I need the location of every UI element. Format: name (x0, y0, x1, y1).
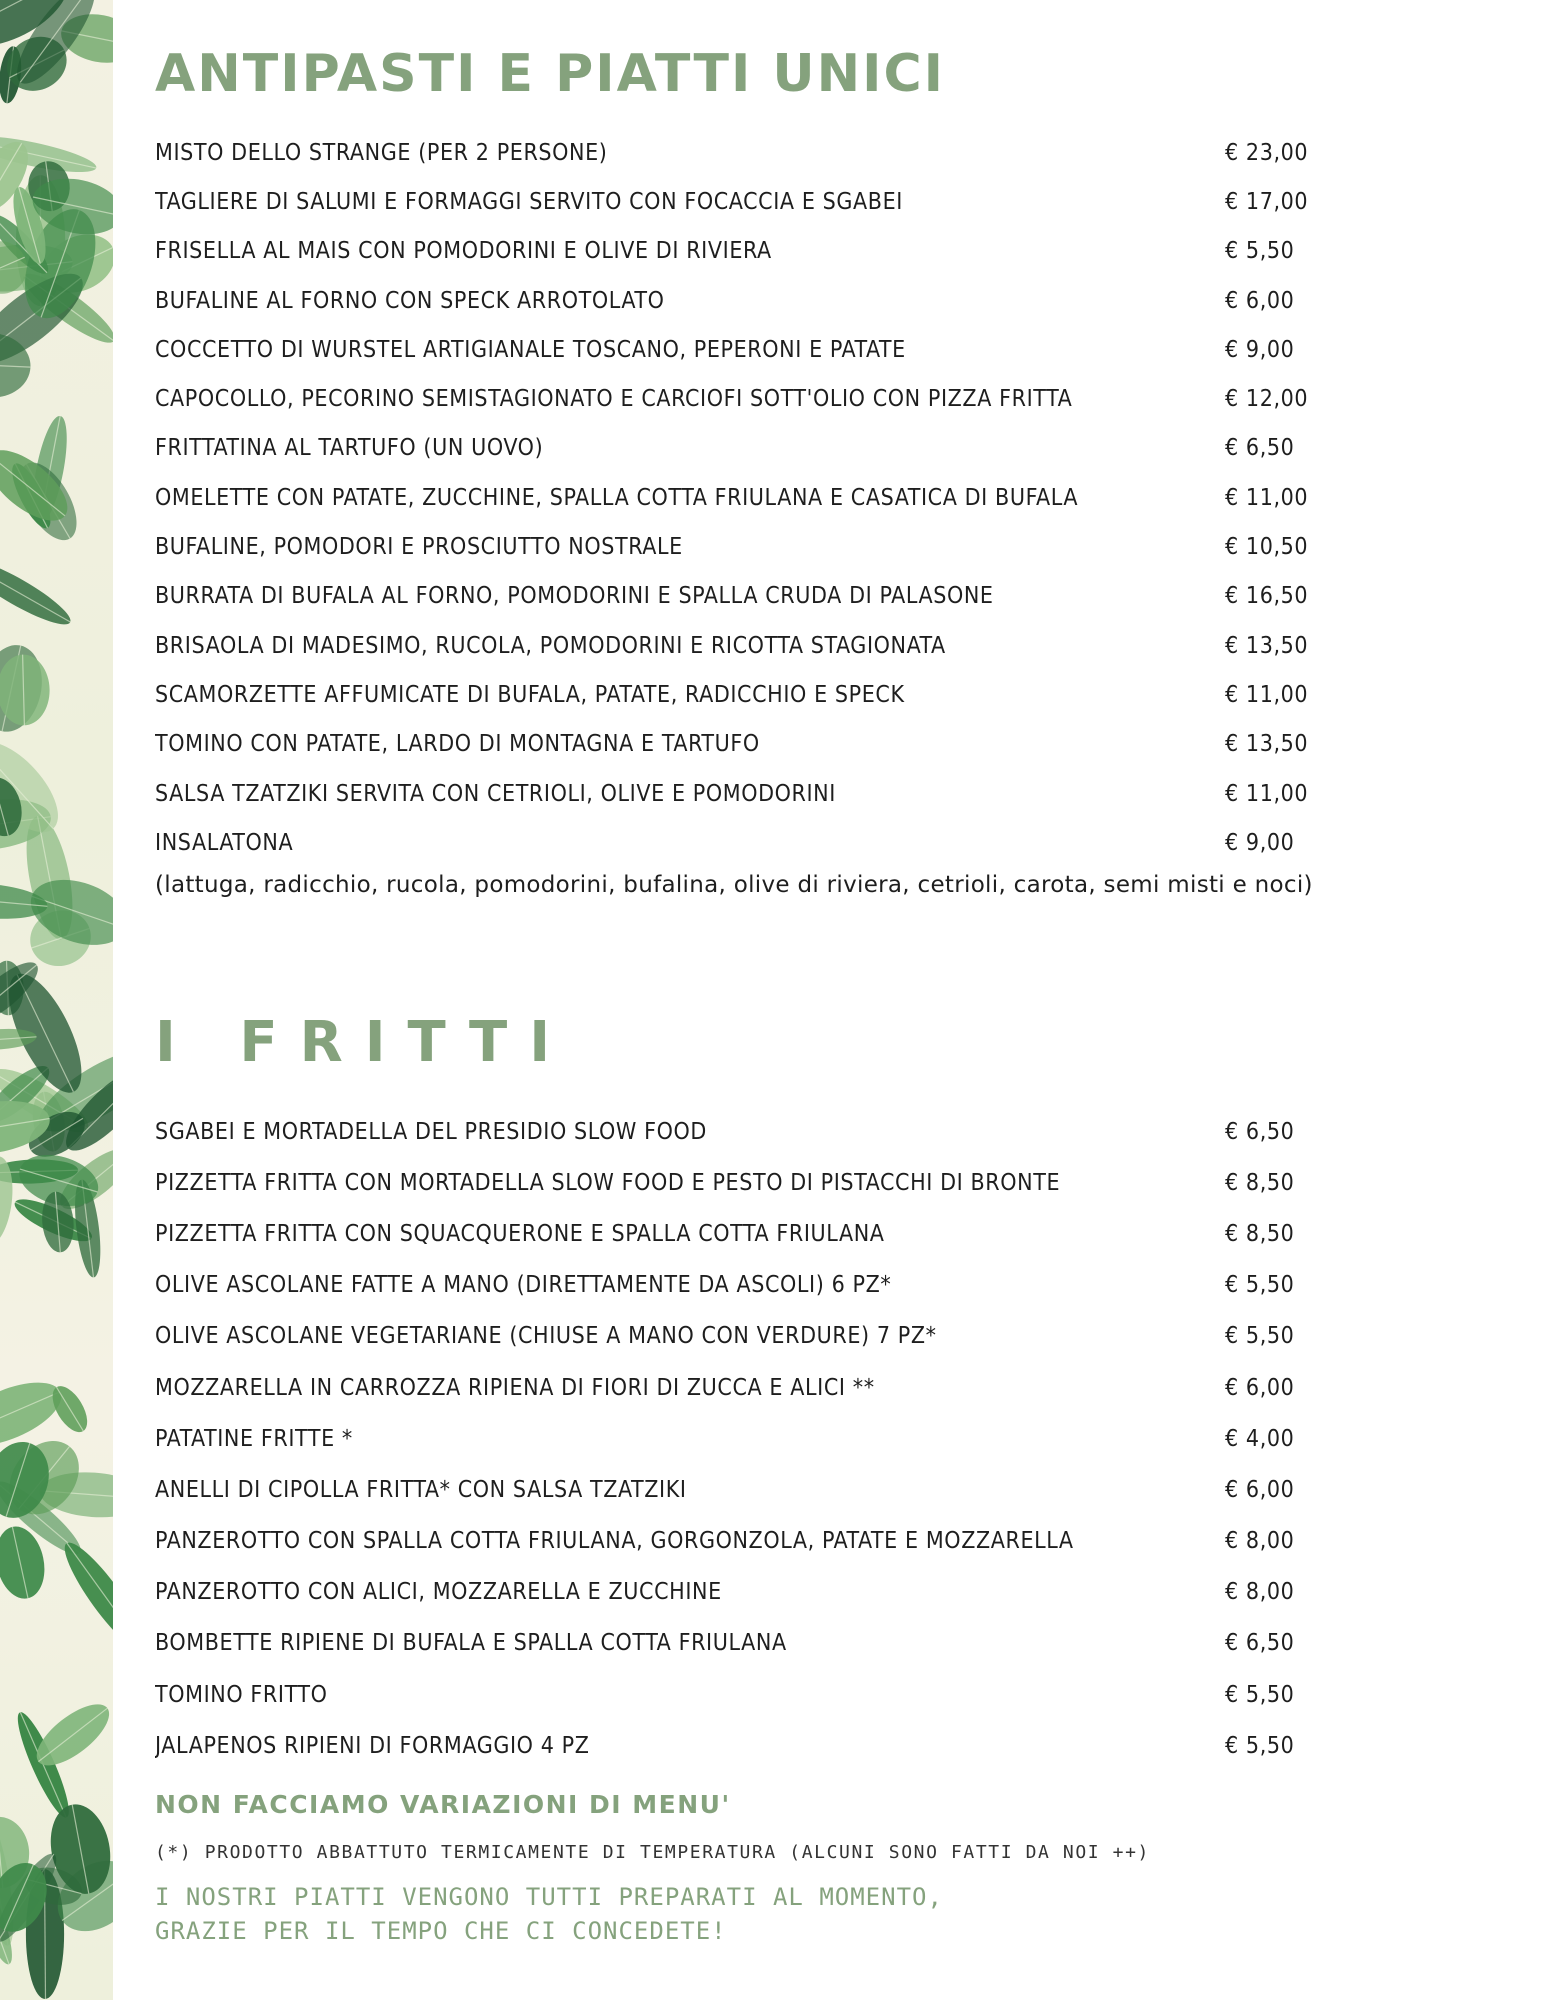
insalatona-ingredients-note: (lattuga, radicchio, rucola, pomodorini, bufalina, olive di riviera, cetrioli, carota, semi misti e noci) (155, 872, 1313, 898)
menu-item (155, 1464, 1335, 1515)
menu-item-price: € 11,00 (1225, 681, 1309, 708)
thank-you-line-2: GRAZIE PER IL TEMPO CHE CI CONCEDETE! (155, 1917, 727, 1945)
menu-item-price: € 6,00 (1225, 1476, 1295, 1503)
menu-item-name: PANZEROTTO CON SPALLA COTTA FRIULANA, GORGONZOLA, PATATE E MOZZARELLA (155, 1528, 1074, 1555)
menu-item-name: BUFALINE AL FORNO CON SPECK ARROTOLATO (155, 287, 665, 314)
menu-item (155, 1669, 1335, 1720)
menu-item-price: € 9,00 (1225, 336, 1295, 363)
menu-item-price: € 11,00 (1225, 484, 1309, 511)
menu-item-name: OMELETTE CON PATATE, ZUCCHINE, SPALLA COTTA FRIULANA E CASATICA DI BUFALA (155, 484, 1079, 511)
menu-item-price: € 4,00 (1225, 1425, 1295, 1452)
menu-item-name: ANELLI DI CIPOLLA FRITTA* CON SALSA TZATZIKI (155, 1476, 687, 1503)
menu-item (155, 1516, 1335, 1567)
menu-item-name: TOMINO CON PATATE, LARDO DI MONTAGNA E TARTUFO (155, 731, 760, 758)
menu-item (155, 1311, 1335, 1362)
menu-item-price: € 8,50 (1225, 1220, 1295, 1247)
menu-item-name: PANZEROTTO CON ALICI, MOZZARELLA E ZUCCHINE (155, 1579, 722, 1606)
menu-item-name: TOMINO FRITTO (155, 1681, 328, 1708)
menu-item-price: € 5,50 (1225, 1272, 1295, 1299)
menu-item-price: € 9,00 (1225, 829, 1295, 856)
menu-item-name: SGABEI E MORTADELLA DEL PRESIDIO SLOW FOOD (155, 1118, 707, 1145)
menu-item (155, 1362, 1335, 1413)
menu-item (155, 1106, 1335, 1157)
menu-item (155, 473, 1335, 522)
menu-item-price: € 5,50 (1225, 1681, 1295, 1708)
menu-item-price: € 6,50 (1225, 1630, 1295, 1657)
menu-item-price: € 5,50 (1225, 1323, 1295, 1350)
menu-item-name: COCCETTO DI WURSTEL ARTIGIANALE TOSCANO, PEPERONI E PATATE (155, 336, 906, 363)
menu-item-price: € 8,00 (1225, 1528, 1295, 1555)
menu-item-price: € 8,00 (1225, 1579, 1295, 1606)
menu-page (155, 0, 1335, 2000)
menu-item (155, 1413, 1335, 1464)
menu-item-price: € 6,50 (1225, 435, 1295, 462)
menu-item (155, 1567, 1335, 1618)
menu-item-name: SCAMORZETTE AFFUMICATE DI BUFALA, PATATE, RADICCHIO E SPECK (155, 681, 905, 708)
menu-item-name: SALSA TZATZIKI SERVITA CON CETRIOLI, OLIVE E POMODORINI (155, 780, 836, 807)
menu-item-name: INSALATONA (155, 829, 294, 856)
menu-item (155, 769, 1335, 818)
section-title-antipasti: ANTIPASTI E PIATTI UNICI (155, 44, 946, 104)
menu-item-price: € 8,50 (1225, 1169, 1295, 1196)
antipasti-list (155, 128, 1335, 867)
menu-item (155, 1618, 1335, 1669)
frozen-product-footnote: (*) PRODOTTO ABBATTUTO TERMICAMENTE DI TEMPERATURA (ALCUNI SONO FATTI DA NOI ++) (155, 1842, 1150, 1863)
menu-item (155, 670, 1335, 719)
menu-item (155, 522, 1335, 571)
thank-you-message (155, 1880, 943, 1948)
menu-item-name: PATATINE FRITTE * (155, 1425, 353, 1452)
menu-item-name: BURRATA DI BUFALA AL FORNO, POMODORINI E SPALLA CRUDA DI PALASONE (155, 583, 994, 610)
menu-item-name: BUFALINE, POMODORI E PROSCIUTTO NOSTRALE (155, 534, 683, 561)
menu-item (155, 276, 1335, 325)
menu-item-price: € 5,50 (1225, 238, 1295, 265)
menu-item-price: € 6,00 (1225, 1374, 1295, 1401)
menu-item-name: CAPOCOLLO, PECORINO SEMISTAGIONATO E CARCIOFI SOTT'OLIO CON PIZZA FRITTA (155, 386, 1073, 413)
menu-item-price: € 5,50 (1225, 1732, 1295, 1759)
fritti-list (155, 1106, 1335, 1771)
menu-item-name: FRITTATINA AL TARTUFO (UN UOVO) (155, 435, 544, 462)
menu-item-name: JALAPENOS RIPIENI DI FORMAGGIO 4 PZ (155, 1732, 590, 1759)
menu-item (155, 128, 1335, 177)
menu-item (155, 1260, 1335, 1311)
menu-item (155, 720, 1335, 769)
menu-item (155, 1157, 1335, 1208)
menu-item-price: € 6,50 (1225, 1118, 1295, 1145)
menu-item (155, 325, 1335, 374)
menu-item-name: OLIVE ASCOLANE FATTE A MANO (DIRETTAMENTE DA ASCOLI) 6 PZ* (155, 1272, 892, 1299)
menu-item (155, 1720, 1335, 1771)
menu-item-name: TAGLIERE DI SALUMI E FORMAGGI SERVITO CON FOCACCIA E SGABEI (155, 188, 903, 215)
menu-item-name: MISTO DELLO STRANGE (PER 2 PERSONE) (155, 139, 608, 166)
menu-item-price: € 23,00 (1225, 139, 1309, 166)
menu-item-price: € 6,00 (1225, 287, 1295, 314)
menu-item-name: FRISELLA AL MAIS CON POMODORINI E OLIVE DI RIVIERA (155, 238, 772, 265)
menu-item (155, 424, 1335, 473)
menu-item-name: MOZZARELLA IN CARROZZA RIPIENA DI FIORI DI ZUCCA E ALICI ** (155, 1374, 875, 1401)
menu-item (155, 621, 1335, 670)
thank-you-line-1: I NOSTRI PIATTI VENGONO TUTTI PREPARATI AL MOMENTO, (155, 1883, 943, 1911)
menu-item-name: BRISAOLA DI MADESIMO, RUCOLA, POMODORINI E RICOTTA STAGIONATA (155, 632, 946, 659)
leaf-pattern-icon (0, 0, 113, 2000)
menu-item (155, 572, 1335, 621)
tropical-leaves-decoration (0, 0, 113, 2000)
section-title-fritti: I FRITTI (155, 1010, 573, 1075)
menu-item-name: PIZZETTA FRITTA CON MORTADELLA SLOW FOOD E PESTO DI PISTACCHI DI BRONTE (155, 1169, 1061, 1196)
menu-item-price: € 17,00 (1225, 188, 1309, 215)
menu-item-price: € 13,50 (1225, 632, 1309, 659)
menu-item (155, 177, 1335, 226)
menu-item-price: € 13,50 (1225, 731, 1309, 758)
menu-item-price: € 11,00 (1225, 780, 1309, 807)
menu-item-price: € 12,00 (1225, 386, 1309, 413)
menu-item (155, 374, 1335, 423)
menu-item (155, 818, 1335, 867)
menu-item-price: € 16,50 (1225, 583, 1309, 610)
no-variations-notice: NON FACCIAMO VARIAZIONI DI MENU' (155, 1790, 731, 1819)
menu-item-name: OLIVE ASCOLANE VEGETARIANE (CHIUSE A MANO CON VERDURE) 7 PZ* (155, 1323, 937, 1350)
menu-item (155, 227, 1335, 276)
menu-item-price: € 10,50 (1225, 534, 1309, 561)
menu-item (155, 1208, 1335, 1259)
menu-item-name: PIZZETTA FRITTA CON SQUACQUERONE E SPALLA COTTA FRIULANA (155, 1220, 885, 1247)
menu-item-name: BOMBETTE RIPIENE DI BUFALA E SPALLA COTTA FRIULANA (155, 1630, 787, 1657)
